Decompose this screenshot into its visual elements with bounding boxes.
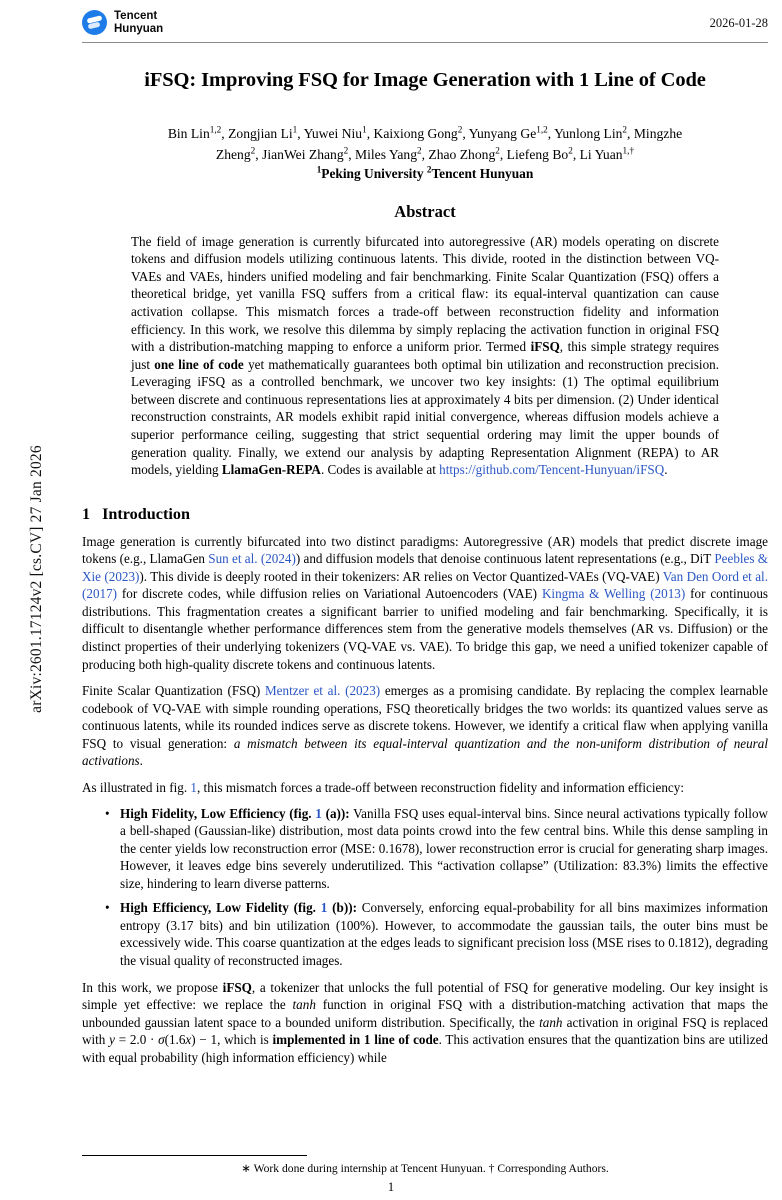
logo-line-1: Tencent [114, 10, 158, 22]
bullet-2-label: High Efficiency, Low Fidelity (fig. 1 (b)): [120, 900, 357, 916]
page-title: iFSQ: Improving FSQ for Image Generation with 1 Line of Code [144, 69, 706, 91]
intro-paragraph-4: In this work, we propose iFSQ, a tokenizer that unlocks the full potential of FSQ for generative modeling. Our key insight is simple yet effective: we replace the tanh function in original FSQ with a distribution-matching activation that maps the unbounded gaussian latent space to a bounded uniform distribution. Specifically, the tanh activation in original FSQ is replaced with y = 2.0 · σ(1.6x) − 1, which is implemented in 1 line of code. This activation ensures that the quantization bins are utilized with equal probability (high information efficiency) while [82, 979, 768, 1065]
page-header [82, 8, 768, 44]
logo-line-2: Hunyuan [114, 22, 164, 35]
term-one-line-of-code: one line of code [154, 356, 244, 372]
intro-paragraph-3: As illustrated in fig. 1, this mismatch forces a trade-off between reconstruction fidelity and information efficiency: [82, 779, 684, 795]
page-number: 1 [387, 1180, 395, 1194]
hunyuan-mark-icon [82, 10, 107, 35]
github-link[interactable]: https://github.com/Tencent-Hunyuan/iFSQ [439, 462, 665, 478]
term-llamagen-repa: LlamaGen-REPA [221, 462, 321, 478]
citation-sun-2024[interactable]: Sun et al. (2024) [208, 551, 296, 567]
abstract-text: The field of image generation is currently bifurcated into autoregressive (AR) models operating on discrete tokens and diffusion models utilizing continuous latents. This divide, rooted in the distinction between VQ-VAEs and VAEs, hinders unified modeling and fair benchmarking. Finite Scalar Quantization (FSQ) offers a theoretical bridge, yet vanilla FSQ suffers from a critical flaw: its equal-interval quantization can cause activation collapse. This mismatch forces a trade-off between reconstruction fidelity and information efficiency. In this work, we resolve this dilemma by simply replacing the activation function in original FSQ with a distribution-matching mapping to enforce a uniform prior. Termed iFSQ, this simple strategy requires just one line of code yet mathematically guarantees both optimal bin utilization and reconstruction precision. Leveraging iFSQ as a controlled benchmark, we uncover two key insights: (1) The optimal equilibrium between discrete and continuous representations lies at approximately 4 bits per dimension. (2) Under identical reconstruction constraints, AR models exhibit rapid initial convergence, whereas diffusion models achieve a superior performance ceiling, suggesting that strict sequential ordering may limit the upper bounds of generation quality. Finally, we extend our analysis by adapting Representation Alignment (REPA) to AR models, yielding LlamaGen-REPA. Codes is available at https://github.com/Tencent-Hunyuan/iFSQ. [131, 233, 720, 478]
section-title: Introduction [102, 504, 190, 523]
term-ifsq: iFSQ [530, 339, 560, 355]
author-list [82, 123, 768, 165]
section-number: 1 [82, 504, 91, 523]
figure-reference-1[interactable]: 1 [190, 779, 197, 795]
bullet-1-label: High Fidelity, Low Efficiency (fig. 1 (a)): [120, 805, 350, 821]
emphasis-mismatch: a mismatch between its equal-interval quantization and the non-uniform distribution of neural activations [82, 735, 769, 769]
header-date: 2026-01-28 [709, 16, 768, 30]
citation-van-den-oord-2017[interactable]: Van Den Oord et al. (2017) [82, 568, 768, 602]
list-item: • High Fidelity, Low Efficiency (fig. 1 (a)): Vanilla FSQ uses equal-interval bins. Since neural activations typically follow a bell-shaped (Gaussian-like) distribution, most data points crowd into the few central bins. While this dense sampling in the center yields low reconstruction error (MSE: 0.1678), lower reconstruction error is crucial for generating sharp images. However, it leaves edge bins severely underutilized. This “activation collapse” (Utilization: 83.3%) limits the effective size, hindering to learn diverse patterns. [120, 805, 768, 893]
citation-kingma-welling-2013[interactable]: Kingma & Welling (2013) [541, 586, 686, 602]
abstract-heading: Abstract [394, 201, 456, 221]
footnote-text: ∗ Work done during internship at Tencent Hunyuan. † Corresponding Authors. [241, 1162, 609, 1175]
section-heading-introduction [82, 505, 768, 524]
footnote-divider [82, 1155, 307, 1156]
tencent-hunyuan-logo [82, 10, 163, 36]
intro-paragraph-2: Finite Scalar Quantization (FSQ) Mentzer et al. (2023) emerges as a promising candidate. By replacing the complex learnable codebook of VQ-VAE with simple rounding operations, FSQ theoretically bridges the two worlds: its quantized values serve as continuous latents, while its rounded indices serve as discrete tokens. However, we identify a critical flaw when applying vanilla FSQ to visual generation: a mismatch between its equal-interval quantization and the non-uniform distribution of neural activations. [82, 683, 769, 769]
content-column [82, 58, 768, 1066]
header-divider [82, 42, 768, 43]
list-item: • High Efficiency, Low Fidelity (fig. 1 (b)): Conversely, enforcing equal-probability for all bins maximizes information entropy (3.17 bits) and bin utilization (100%). However, to accommodate the gaussian tails, the outer bins must be excessively wide. This coarse quantization at the edges leads to significant precision loss (MSE rises to 0.1812), degrading the visual quality of reconstructed images. [120, 899, 768, 969]
citation-mentzer-2023[interactable]: Mentzer et al. (2023) [265, 683, 381, 699]
logo-label [114, 10, 163, 36]
citation-peebles-xie-2023[interactable]: Peebles & Xie (2023) [82, 551, 768, 584]
intro-paragraph-1: Image generation is currently bifurcated into two distinct paradigms: Autoregressive (AR) models that predict discrete image tokens (e.g., LlamaGen Sun et al. (2024)) and diffusion models that denoise continuous latent representations (e.g., DiT Peebles & Xie (2023)). This divide is deeply rooted in their tokenizers: AR relies on Vector Quantized-VAEs (VQ-VAE) Van Den Oord et al. (2017) for discrete codes, while diffusion relies on Variational Autoencoders (VAE) Kingma & Welling (2013) for continuous distributions. This fragmentation creates a significant barrier to unified modeling and fair benchmarking. Specifically, it is difficult to disentangle whether performance differences stem from the generative models themselves (AR vs. Diffusion) or the distinct properties of their underlying tokenizers (VQ-VAE vs. VAE). To bridge this gap, we need a unified tokenizer capable of producing both high-quality discrete tokens and continuous latents. [82, 533, 769, 672]
affiliations: $^1$Peking University $^2$Tencent Hunyuan [316, 164, 534, 181]
author-line-2: Zheng$^2$, JianWei Zhang$^2$, Miles Yang$^2$, Zhao Zhong$^2$, Liefeng Bo$^2$, Li Yuan$^{1,\dagger}$ [215, 145, 635, 162]
tradeoff-bullet-list [82, 805, 768, 970]
author-line-1: Bin Lin$^{1,2}$, Zongjian Li$^1$, Yuwei Niu$^1$, Kaixiong Gong$^2$, Yunyang Ge$^{1,2}$, Yunlong Lin$^2$, Mingzhe [167, 124, 683, 141]
arxiv-identifier-stamp: arXiv:2601.17124v2 [cs.CV] 27 Jan 2026 [28, 445, 45, 713]
